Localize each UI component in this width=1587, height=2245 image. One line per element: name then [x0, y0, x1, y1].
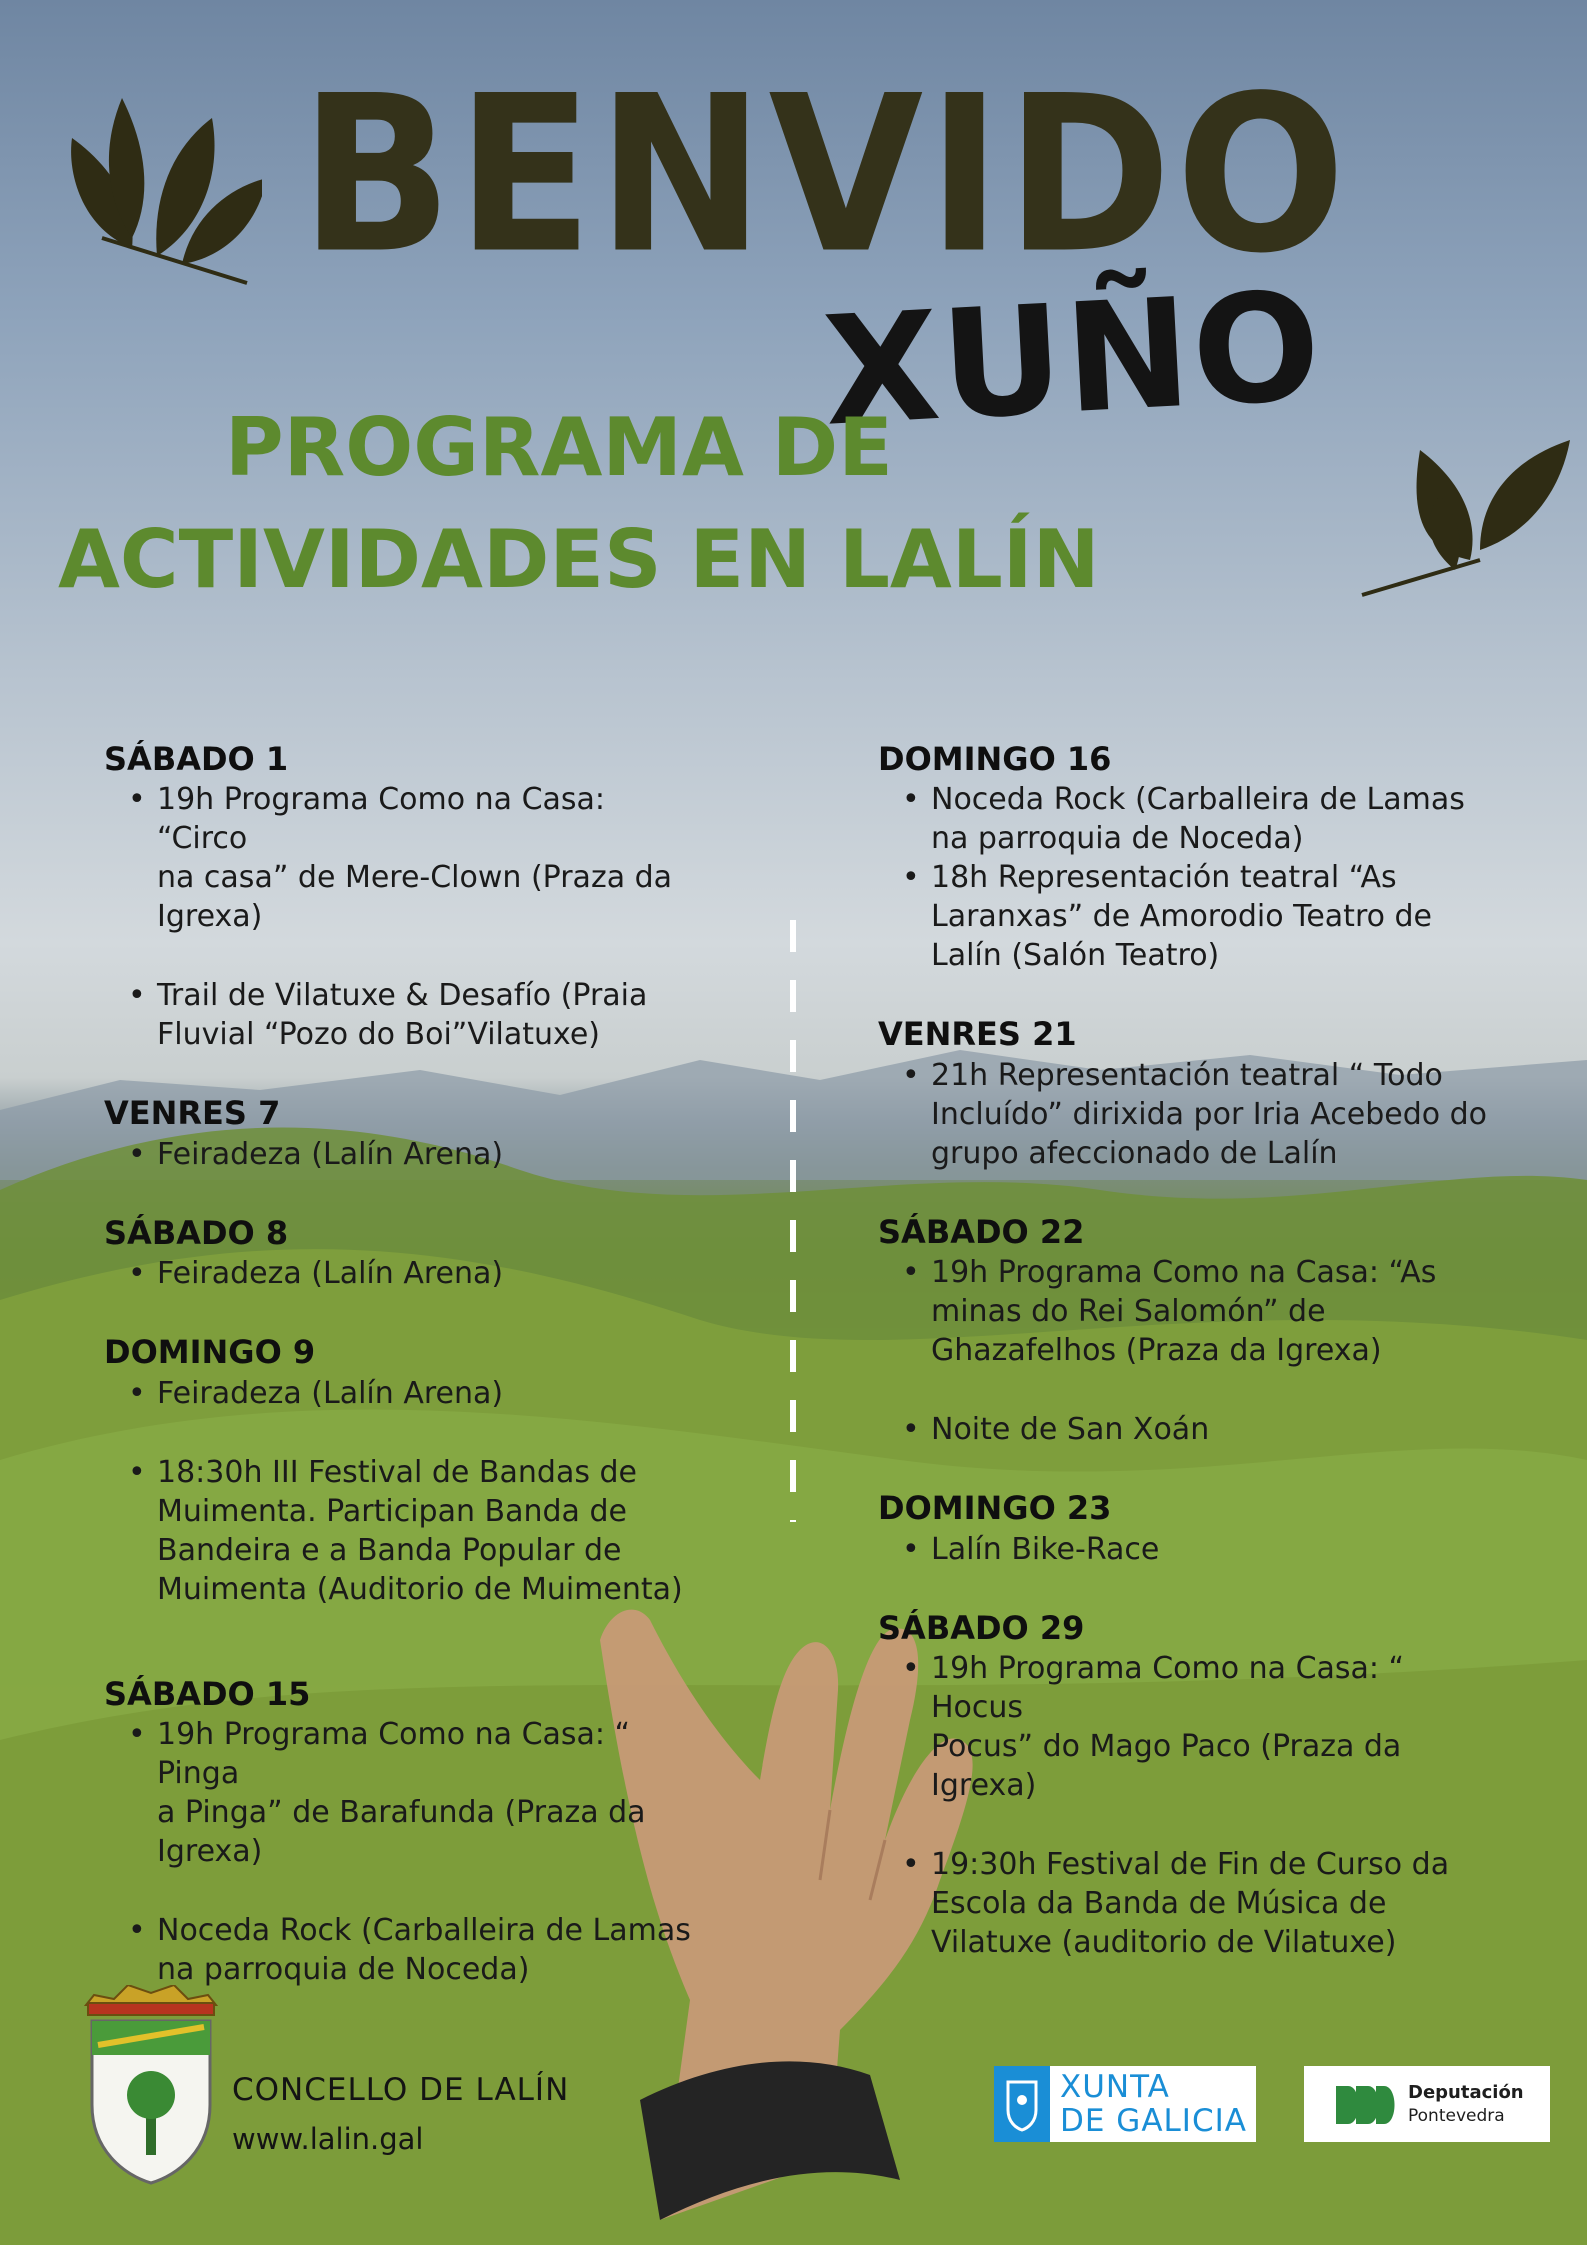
day-block [878, 1015, 1498, 1172]
subtitle-line-1: PROGRAMA DE [225, 401, 893, 494]
event-line: na parroquia de Noceda) [931, 821, 1304, 857]
concello-crest-logo [78, 1985, 224, 2185]
day-block [878, 1489, 1498, 1568]
deputacion-mark-icon [1334, 2084, 1400, 2126]
day-title: DOMINGO 9 [104, 1333, 316, 1372]
day-block [878, 740, 1498, 975]
event-item [104, 1254, 704, 1293]
event-line: Muimenta. Participan Banda de [157, 1493, 627, 1529]
day-title: SÁBADO 15 [104, 1674, 311, 1713]
event-line: Escola da Banda de Música de [931, 1885, 1387, 1921]
event-line: • 21h Representación teatral “ Todo [931, 1057, 1443, 1093]
event-line: Bandeira e a Banda Popular de [157, 1532, 622, 1568]
event-line: Lalín (Salón Teatro) [931, 938, 1220, 974]
deputacion-line-2: Pontevedra [1408, 2106, 1505, 2126]
galicia-shield-icon [994, 2066, 1050, 2142]
event-line: Igrexa) [157, 1833, 263, 1869]
event-line: Incluído” dirixida por Iria Acebedo do [931, 1096, 1488, 1132]
event-item [878, 1253, 1498, 1370]
leaf-branch-icon [62, 78, 262, 298]
event-line: • 19h Programa Como na Casa: “ Pinga [157, 1716, 631, 1791]
event-line: na parroquia de Noceda) [157, 1951, 530, 1987]
event-item [104, 1453, 704, 1609]
event-item [104, 1715, 704, 1871]
event-line: Pocus” do Mago Paco (Praza da [931, 1728, 1402, 1764]
xunta-line-2: DE GALICIA [1060, 2103, 1247, 2139]
deputacion-pontevedra-logo [1304, 2066, 1550, 2142]
event-line: grupo afeccionado de Lalín [931, 1135, 1338, 1171]
dashed-divider [790, 920, 796, 1522]
day-title: VENRES 21 [878, 1015, 1077, 1054]
event-line: • Feiradeza (Lalín Arena) [157, 1256, 504, 1292]
event-item [104, 1135, 704, 1174]
concello-name: CONCELLO DE LALÍN [232, 2072, 570, 2108]
day-title: DOMINGO 23 [878, 1489, 1112, 1528]
day-title: DOMINGO 16 [878, 740, 1112, 778]
event-item [878, 1845, 1498, 1962]
leaf-branch-icon [1360, 400, 1580, 600]
event-line: • 18h Representación teatral “As [931, 860, 1397, 896]
event-line: • 19h Programa Como na Casa: “ Hocus [931, 1650, 1405, 1725]
event-line: Igrexa) [157, 899, 263, 935]
event-line: a Pinga” de Barafunda (Praza da [157, 1794, 646, 1830]
title-benvido: BENVIDO [300, 49, 1350, 302]
deputacion-line-1: Deputación [1408, 2082, 1524, 2103]
event-line: • 19h Programa Como na Casa: “As [931, 1255, 1437, 1291]
event-line: • Feiradeza (Lalín Arena) [157, 1136, 504, 1172]
day-block [104, 1333, 704, 1608]
event-line: Igrexa) [931, 1767, 1037, 1803]
event-line: • Noite de San Xoán [931, 1412, 1210, 1448]
event-line: minas do Rei Salomón” de [931, 1294, 1326, 1330]
day-title: SÁBADO 29 [878, 1608, 1085, 1647]
event-line: • 19:30h Festival de Fin de Curso da [931, 1846, 1450, 1882]
event-item [104, 1374, 704, 1413]
event-line: • Feiradeza (Lalín Arena) [157, 1375, 504, 1411]
day-block [878, 1213, 1498, 1449]
day-block [104, 740, 704, 1054]
event-line: Ghazafelhos (Praza da Igrexa) [931, 1333, 1382, 1369]
event-item [878, 780, 1498, 858]
day-block [104, 1675, 704, 1989]
schedule-left-column [104, 740, 704, 1989]
day-block [104, 1214, 704, 1293]
day-block [878, 1609, 1498, 1962]
event-line: Vilatuxe (auditorio de Vilatuxe) [931, 1924, 1397, 1960]
day-block [104, 1094, 704, 1173]
event-line: na casa” de Mere-Clown (Praza da [157, 860, 673, 896]
event-line: • Trail de Vilatuxe & Desafío (Praia [157, 978, 648, 1014]
event-item [878, 1056, 1498, 1173]
concello-website-link[interactable]: www.lalin.gal [232, 2122, 424, 2156]
event-item [104, 780, 704, 936]
xunta-de-galicia-logo [994, 2066, 1256, 2142]
event-line: • Noceda Rock (Carballeira de Lamas [931, 782, 1465, 818]
day-title: SÁBADO 22 [878, 1212, 1085, 1251]
event-line: Muimenta (Auditorio de Muimenta) [157, 1571, 683, 1607]
event-item [104, 976, 704, 1054]
day-title: VENRES 7 [104, 1094, 281, 1133]
event-line: • 19h Programa Como na Casa: “Circo [157, 782, 606, 857]
event-item [878, 1530, 1498, 1569]
title-xuno: XUÑO [819, 259, 1327, 460]
event-item [878, 1410, 1498, 1449]
day-title: SÁBADO 8 [104, 1213, 289, 1252]
day-title: SÁBADO 1 [104, 740, 289, 778]
event-line: • Noceda Rock (Carballeira de Lamas [157, 1912, 691, 1948]
event-line: Laranxas” de Amorodio Teatro de [931, 899, 1433, 935]
subtitle-line-2: ACTIVIDADES EN LALÍN [58, 513, 1100, 606]
event-item [104, 1911, 704, 1989]
event-line: • 18:30h III Festival de Bandas de [157, 1454, 637, 1490]
event-line: • Lalín Bike-Race [931, 1531, 1160, 1567]
event-line: Fluvial “Pozo do Boi”Vilatuxe) [157, 1017, 601, 1053]
event-item [878, 1649, 1498, 1805]
event-item [878, 858, 1498, 975]
xunta-line-1: XUNTA [1060, 2069, 1170, 2105]
schedule-right-column [878, 740, 1498, 1962]
